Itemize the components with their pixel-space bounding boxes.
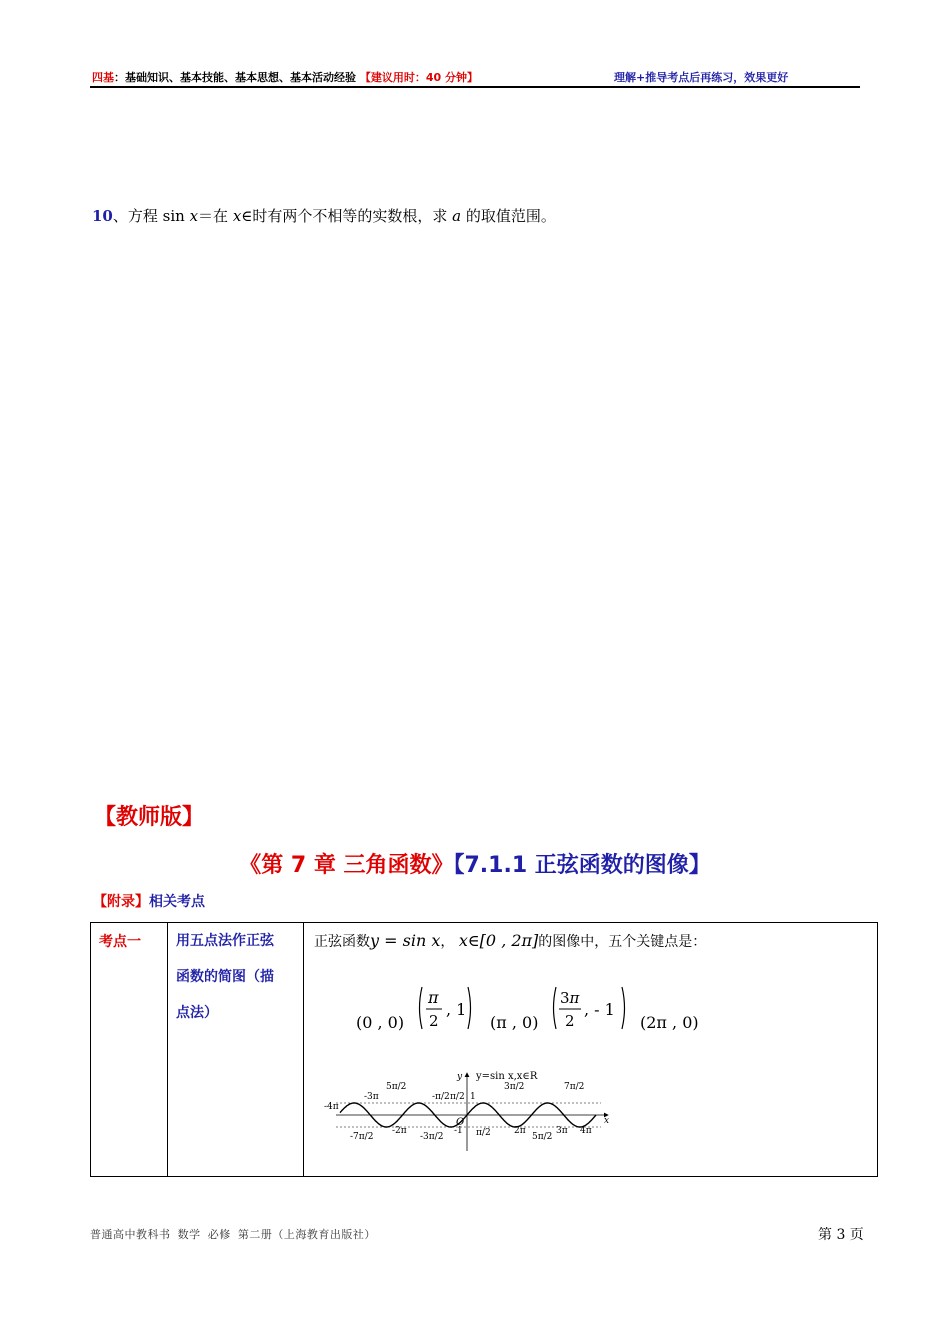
key-point-title-line: 点法） <box>176 1005 218 1021</box>
appendix-heading <box>93 891 205 911</box>
sine-graph <box>316 1063 616 1153</box>
content-intro <box>314 931 706 951</box>
header-left <box>92 69 478 85</box>
graph-label: 3π <box>556 1126 568 1136</box>
graph-label: π/2 <box>450 1092 465 1102</box>
appendix-bracket: 【附录】 <box>93 894 149 910</box>
key-point-label: 考点一 <box>99 934 141 950</box>
chapter-title <box>0 848 950 879</box>
table-row <box>91 923 878 1177</box>
graph-label: π/2 <box>476 1128 491 1138</box>
key-point-1: (0 , 0) <box>356 1013 405 1032</box>
graph-label: 2π <box>514 1126 526 1136</box>
graph-axis-x-label: x <box>604 1116 610 1126</box>
key-point-5: (2π , 0) <box>640 1013 699 1032</box>
key-point-title-cell <box>168 923 304 1177</box>
graph-label: 5π/2 <box>386 1082 407 1092</box>
intro-text: 正弦函数 <box>314 934 370 950</box>
svg-text:, 1: , 1 <box>446 1000 467 1019</box>
question-text: ＝在 <box>198 207 233 225</box>
footer-page-number: 第 3 页 <box>818 1227 864 1243</box>
teacher-version-title: 【教师版】 <box>94 805 205 830</box>
question-var-x: x <box>189 207 199 225</box>
graph-origin-label: O <box>456 1117 465 1128</box>
graph-label: -3π/2 <box>420 1132 444 1142</box>
key-point-3: (π , 0) <box>490 1013 539 1032</box>
graph-label: 4π <box>580 1126 592 1136</box>
section-name: 【7.1.1 正弦函数的图像】 <box>453 853 711 878</box>
graph-caption: y=sin x,x∈R <box>476 1071 538 1082</box>
question-text: 、方程 sin <box>112 207 190 225</box>
svg-text:2: 2 <box>565 1012 575 1030</box>
key-point-content-cell <box>304 923 878 1177</box>
appendix-title: 相关考点 <box>149 894 205 910</box>
graph-label: -7π/2 <box>350 1132 374 1142</box>
intro-separator: ， <box>440 934 455 950</box>
svg-text:3π: 3π <box>560 989 580 1007</box>
graph-axis-y-label: y <box>457 1072 463 1082</box>
intro-domain: x∈[0 , 2π] <box>458 931 539 950</box>
footer-textbook: 普通高中教科书 数学 必修 第二册（上海教育出版社） <box>90 1228 376 1241</box>
graph-label: -4π <box>324 1102 339 1112</box>
graph-label: -2π <box>392 1126 407 1136</box>
key-point-label-cell <box>91 923 168 1177</box>
key-point-title-line: 用五点法作正弦 <box>176 933 274 949</box>
graph-label: 7π/2 <box>564 1082 585 1092</box>
graph-label: 3π/2 <box>504 1082 525 1092</box>
question-text: ∈时有两个不相等的实数根，求 <box>241 207 453 225</box>
header-basics-text: ：基础知识、基本技能、基本思想、基本活动经验 <box>114 71 356 84</box>
graph-label: 1 <box>470 1092 476 1102</box>
key-point-title-line: 函数的简图（描 <box>176 969 274 985</box>
key-points-table <box>90 922 878 1177</box>
header-tip: 理解+推导考点后再练习，效果更好 <box>614 71 789 84</box>
question-text: 的取值范围。 <box>461 207 556 225</box>
graph-label: 5π/2 <box>532 1132 553 1142</box>
intro-formula: y = sin x <box>370 931 441 950</box>
svg-text:2: 2 <box>429 1012 439 1030</box>
page-header <box>90 66 860 88</box>
chapter-name: 《第 7 章 三角函数》 <box>239 853 454 878</box>
svg-text:π: π <box>428 988 439 1007</box>
key-point-2 <box>416 985 474 1031</box>
question-10 <box>92 205 556 226</box>
question-number: 10 <box>92 207 113 225</box>
graph-label: -1 <box>454 1126 463 1136</box>
header-four-basics: 四基 <box>92 71 114 84</box>
five-key-points <box>304 985 877 1045</box>
intro-tail: 的图像中，五个关键点是： <box>538 934 707 950</box>
key-point-4 <box>550 985 628 1031</box>
graph-label: -3π <box>364 1092 379 1102</box>
question-var-a: a <box>452 207 462 225</box>
header-suggested-time: 【建议用时：40 分钟】 <box>359 71 478 84</box>
question-var-x: x <box>232 207 242 225</box>
graph-label: -π/2 <box>432 1092 450 1102</box>
svg-text:, - 1: , - 1 <box>584 1000 615 1019</box>
